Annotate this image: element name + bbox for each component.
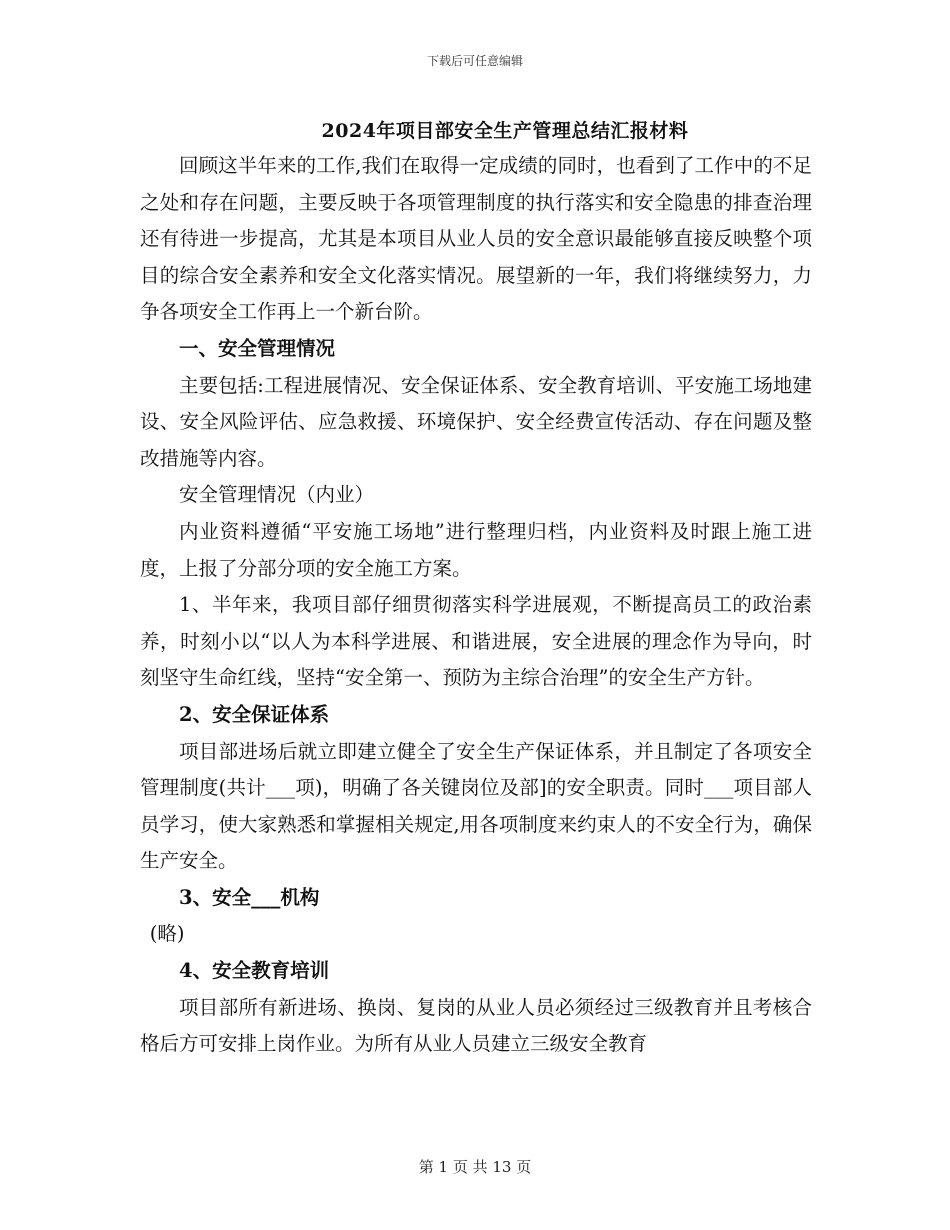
paragraph-omitted: (略): [149, 922, 185, 946]
paragraph-internal-docs: 内业资料遵循“平安施工场地”进行整理归档，内业资料及时跟上施工进度，上报了分部分项的安全施工方案。: [140, 519, 812, 580]
section-heading-4: 4、安全教育培训: [179, 959, 330, 983]
paragraph-intro: 回顾这半年来的工作,我们在取得一定成绩的同时，也看到了工作中的不足之处和存在问题，主要反映于各项管理制度的执行落实和安全隐患的排查治理还有待进一步提高，尤其是本项目从业人员的安全意识最能够直接反映整个项目的综合安全素养和安全文化落实情况。展望新的一年，我们将继续努力，力争各项安全工作再上一个新台阶。: [140, 154, 812, 324]
page-header-note: 下载后可任意编辑: [426, 54, 523, 68]
paragraph-scope: 主要包括:工程进展情况、安全保证体系、安全教育培训、平安施工场地建设、安全风险评估、应急救援、环境保护、安全经费宣传活动、存在问题及整改措施等内容。: [140, 373, 812, 470]
page-footer-number: 第 1 页 共 13 页: [418, 1158, 532, 1176]
paragraph-training: 项目部所有新进场、换岗、复岗的从业人员必须经过三级教育并且考核合格后方可安排上岗作业。为所有从业人员建立三级安全教育: [140, 995, 812, 1056]
paragraph-safety-system: 项目部进场后就立即建立健全了安全生产保证体系，并且制定了各项安全管理制度(共计___项)，明确了各关键岗位及部]的安全职责。同时___项目部人员学习，使大家熟悉和掌握相关规定,用各项制度来约束人的不安全行为，确保生产安全。: [140, 739, 812, 873]
paragraph-subheading-internal: 安全管理情况（内业）: [179, 483, 375, 507]
section-heading-1: 一、安全管理情况: [179, 336, 336, 360]
document-body: [140, 148, 812, 1063]
document-title: 2024年项目部安全生产管理总结汇报材料: [321, 120, 689, 142]
paragraph-item-1: 1、半年来，我项目部仔细贯彻落实科学进展观，不断提高员工的政治素养，时刻小以“以人为本科学进展、和谐进展，安全进展的理念作为导向，时刻坚守生命红线，坚持“安全第一、预防为主综合治理”的安全生产方针。: [140, 593, 812, 690]
section-heading-3: 3、安全___机构: [179, 885, 320, 909]
section-heading-2: 2、安全保证体系: [179, 702, 330, 726]
